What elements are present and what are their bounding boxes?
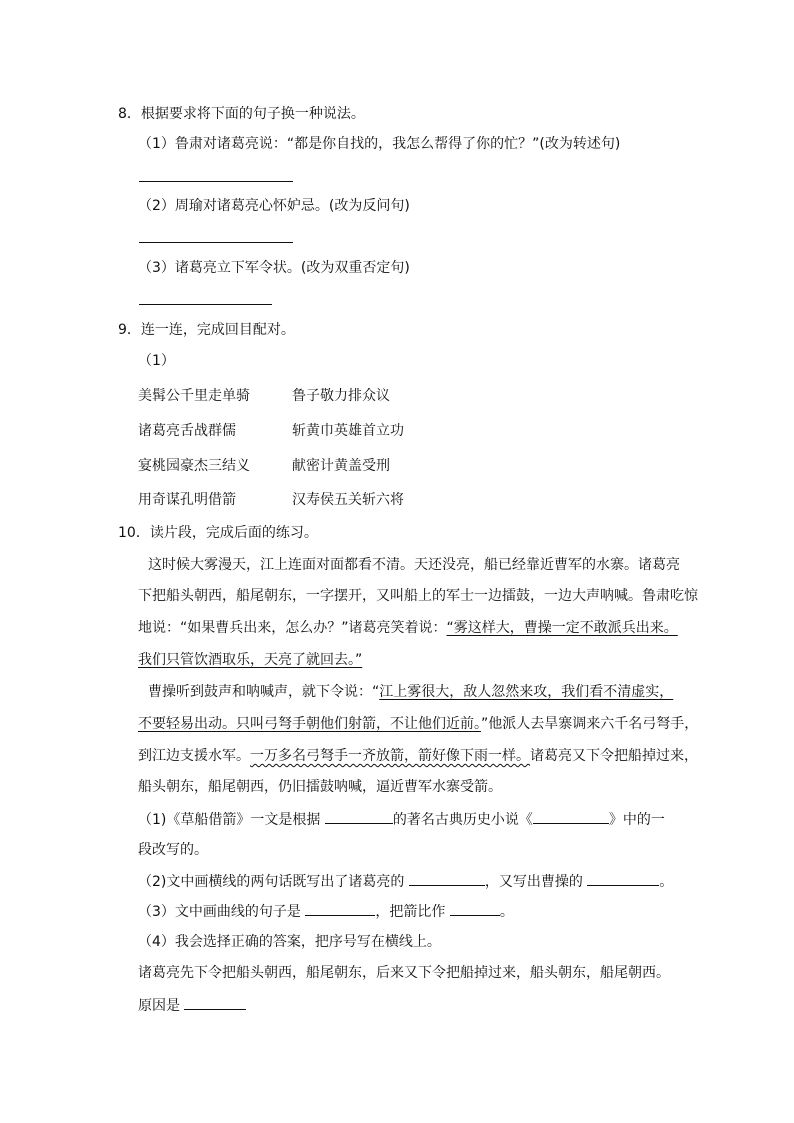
q9-left-item[interactable]: 美髯公千里走单骑: [138, 388, 250, 404]
passage-line: [138, 714, 698, 734]
passage-line: 下把船头朝西，船尾朝东，一字摆开，又叫船上的军士一边擂鼓，一边大声呐喊。鲁肃吃惊: [138, 588, 698, 604]
question-text: （3）文中画曲线的句子是: [138, 904, 301, 920]
question-text: 。: [499, 904, 514, 920]
question-text: （1)《草船借箭》一文是根据: [138, 812, 321, 828]
q8-title: 8．根据要求将下面的句子换一种说法。: [118, 106, 365, 122]
answer-blank[interactable]: [305, 901, 375, 916]
q8-sentence-2: （2）周瑜对诸葛亮心怀妒忌。(改为反问句): [138, 198, 410, 214]
passage-text: 到江边支援水军。: [138, 748, 250, 764]
q10-item-4-statement: 诸葛亮先下令把船头朝西，船尾朝东，后来又下令把船掉过来，船头朝东，船尾朝西。: [138, 965, 670, 981]
q10-title: 10．读片段，完成后面的练习。: [118, 525, 318, 541]
answer-blank[interactable]: [184, 995, 246, 1010]
q8-sentence-3: （3）诸葛亮立下军令状。(改为双重否定句): [138, 260, 410, 276]
q8-sentence-1: （1）鲁肃对诸葛亮说：“都是你自找的，我怎么帮得了你的忙？”(改为转述句): [138, 136, 621, 152]
passage-text: ”他派人去旱寨调来六千名弓弩手，: [481, 716, 699, 732]
q9-left-item[interactable]: 宴桃园豪杰三结义: [138, 458, 250, 474]
question-text: 。: [659, 874, 674, 890]
underlined-sentence: 江上雾很大，敌人忽然来攻，我们看不清虚实，: [379, 684, 674, 700]
question-text: 》中的一: [608, 812, 665, 828]
passage-text: 曹操听到鼓声和呐喊声，就下令说：“: [148, 684, 380, 700]
answer-blank[interactable]: [450, 901, 500, 916]
q9-subnumber: （1）: [138, 353, 175, 369]
question-text: ，把箭比作: [375, 904, 446, 920]
passage-line: [138, 746, 698, 766]
q10-item-4-reason: [138, 995, 246, 1016]
question-text: 的著名古典历史小说《: [392, 812, 533, 828]
underlined-sentence: “雾这样大，曹操一定不敢派兵出来。: [446, 620, 678, 636]
q10-item-3: [138, 901, 514, 922]
q9-right-item[interactable]: 汉寿侯五关斩六将: [292, 492, 404, 508]
question-text: 原因是: [138, 998, 180, 1014]
question-text: （2)文中画横线的两句话既写出了诸葛亮的: [138, 874, 405, 890]
q8-answer-line-1[interactable]: [139, 181, 293, 182]
q9-left-item[interactable]: 用奇谋孔明借箭: [138, 492, 236, 508]
q9-right-item[interactable]: 斩黄巾英雄首立功: [292, 423, 404, 439]
q10-item-4: （4）我会选择正确的答案，把序号写在横线上。: [138, 934, 441, 950]
q9-right-item[interactable]: 鲁子敬力排众议: [292, 388, 390, 404]
passage-line: [138, 618, 678, 638]
q10-item-1: [138, 809, 665, 830]
question-text: ，又写出曹操的: [484, 874, 583, 890]
wavy-underlined-sentence: 一万多名弓弩手一齐放箭，箭好像下雨一样。: [250, 748, 530, 764]
q9-title: 9．连一连，完成回目配对。: [118, 322, 295, 338]
passage-line: [148, 682, 673, 702]
underlined-sentence: 不要轻易出动。只叫弓弩手朝他们射箭，不让他们近前。: [138, 716, 481, 732]
q8-answer-line-2[interactable]: [139, 242, 293, 243]
q10-item-1-cont: 段改写的。: [138, 842, 208, 858]
passage-line: [138, 650, 362, 670]
answer-blank[interactable]: [325, 809, 393, 824]
answer-blank[interactable]: [533, 809, 609, 824]
passage-text: 地说：“如果曹兵出来，怎么办？”诸葛亮笑着说：: [138, 620, 447, 636]
answer-blank[interactable]: [587, 871, 659, 886]
underlined-sentence: 我们只管饮酒取乐，天亮了就回去。”: [138, 652, 363, 668]
answer-blank[interactable]: [409, 871, 485, 886]
passage-line: 这时候大雾漫天，江上连面对面都看不清。天还没亮，船已经靠近曹军的水寨。诸葛亮: [148, 557, 680, 573]
passage-line: 船头朝东，船尾朝西，仍旧擂鼓呐喊，逼近曹军水寨受箭。: [138, 779, 502, 795]
q8-answer-line-3[interactable]: [139, 304, 272, 305]
q9-right-item[interactable]: 献密计黄盖受刑: [292, 458, 390, 474]
q10-item-2: [138, 871, 673, 892]
q9-left-item[interactable]: 诸葛亮舌战群儒: [138, 423, 236, 439]
passage-text: 诸葛亮又下令把船掉过来，: [530, 748, 698, 764]
